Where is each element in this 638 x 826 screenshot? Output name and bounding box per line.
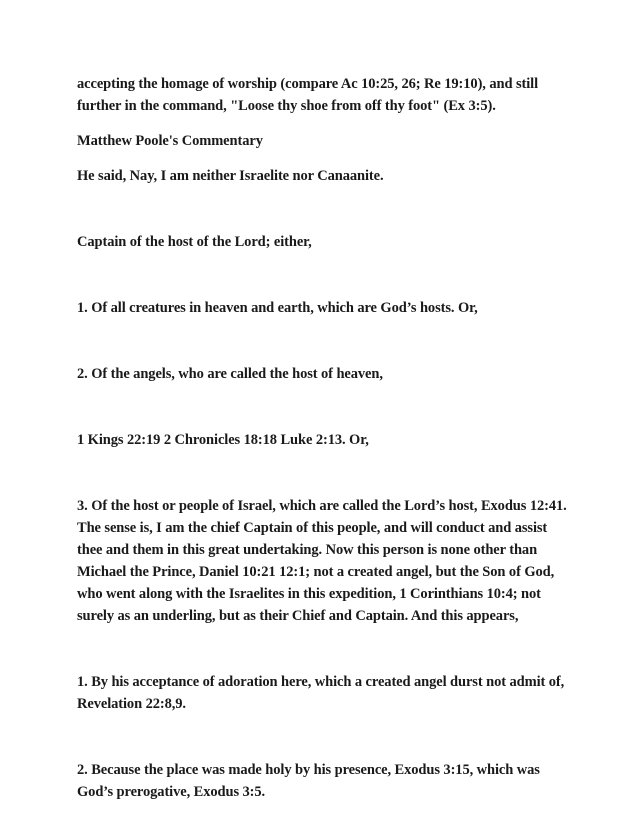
list-item-acceptance: 1. By his acceptance of adoration here, which a created angel durst not admit of, Revelation 22:8,9. [77,674,565,712]
list-item-host-of-israel: 3. Of the host or people of Israel, which are called the Lord’s host, Exodus 12:41. The sense is, I am the chief Captain of this people, and will conduct and assist thee and them in this great undertaking. Now this person is none other than Michael the Prince, Daniel 10:21 12:1; not a created angel, but the Son of God, who went along with the Israelites in this expedition, 1 Corinthians 10:4; not surely as an underling, but as their Chief and Captain. And this appears, [77,498,567,624]
paragraph-captain: Captain of the host of the Lord; either, [77,234,312,250]
list-item-creatures: 1. Of all creatures in heaven and earth, which are God’s hosts. Or, [77,300,478,316]
scripture-references: 1 Kings 22:19 2 Chronicles 18:18 Luke 2:13. Or, [77,432,369,448]
document-page [77,73,567,803]
list-item-angels: 2. Of the angels, who are called the host of heaven, [77,366,383,382]
list-item-holy-place: 2. Because the place was made holy by his presence, Exodus 3:15, which was God’s prerogative, Exodus 3:5. [77,762,540,800]
paragraph-continuation: accepting the homage of worship (compare Ac 10:25, 26; Re 19:10), and still further in the command, "Loose thy shoe from off thy foot" (Ex 3:5). [77,76,539,114]
commentary-heading: Matthew Poole's Commentary [77,133,263,149]
paragraph-reply: He said, Nay, I am neither Israelite nor Canaanite. [77,168,384,184]
